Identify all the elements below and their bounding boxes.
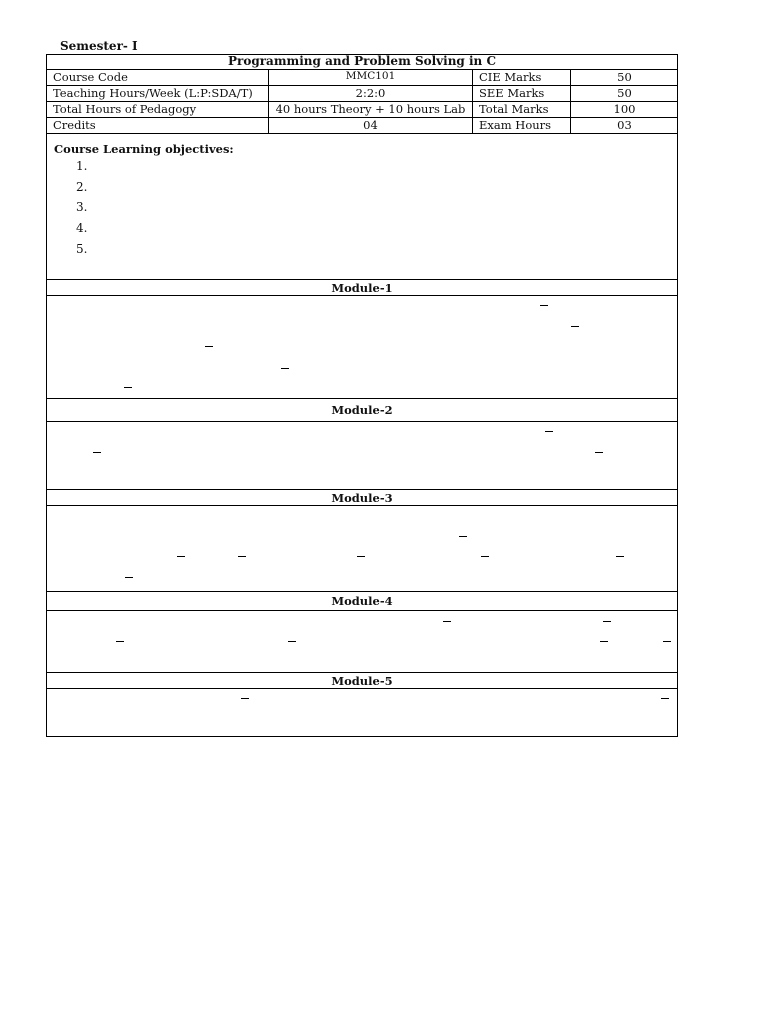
- module-5-heading: Module-5: [331, 674, 393, 688]
- objective-item: 3.: [76, 200, 88, 215]
- teaching-hours-value: 2:2:0: [355, 86, 386, 100]
- syllabus-table: [46, 54, 678, 737]
- dash-mark: [540, 305, 548, 306]
- exam-hours-value: 03: [617, 118, 632, 132]
- objective-item: 4.: [76, 221, 88, 236]
- row-divider: [46, 421, 678, 422]
- dash-mark: [603, 621, 611, 622]
- cie-marks-label: CIE Marks: [479, 70, 542, 84]
- module-1-heading: Module-1: [331, 281, 393, 295]
- see-marks-label: SEE Marks: [479, 86, 545, 100]
- row-divider: [46, 688, 678, 689]
- dash-mark: [595, 452, 603, 453]
- dash-mark: [116, 641, 124, 642]
- see-marks-value: 50: [617, 86, 632, 100]
- row-divider: [46, 505, 678, 506]
- dash-mark: [205, 346, 213, 347]
- module-2-heading: Module-2: [331, 403, 393, 417]
- row-divider: [46, 133, 678, 134]
- row-divider: [46, 398, 678, 399]
- dash-mark: [238, 556, 246, 557]
- pedagogy-hours-label: Total Hours of Pedagogy: [53, 102, 197, 116]
- cie-marks-value: 50: [617, 70, 632, 84]
- credits-label: Credits: [53, 118, 96, 132]
- row-divider: [46, 610, 678, 611]
- row-divider: [46, 279, 678, 280]
- dash-mark: [459, 536, 467, 537]
- dash-mark: [177, 556, 185, 557]
- total-marks-value: 100: [613, 102, 636, 116]
- dash-mark: [288, 641, 296, 642]
- dash-mark: [443, 621, 451, 622]
- objectives-title: Course Learning objectives:: [54, 142, 234, 156]
- total-marks-label: Total Marks: [479, 102, 549, 116]
- dash-mark: [281, 368, 289, 369]
- dash-mark: [616, 556, 624, 557]
- row-divider: [46, 672, 678, 673]
- dash-mark: [663, 641, 671, 642]
- dash-mark: [545, 431, 553, 432]
- dash-mark: [241, 698, 249, 699]
- dash-mark: [357, 556, 365, 557]
- row-divider: [46, 591, 678, 592]
- dash-mark: [481, 556, 489, 557]
- dash-mark: [125, 577, 133, 578]
- course-code-value: MMC101: [345, 70, 396, 82]
- teaching-hours-label: Teaching Hours/Week (L:P:SDA/T): [53, 86, 253, 100]
- column-divider: [472, 69, 473, 134]
- objective-item: 5.: [76, 241, 88, 256]
- row-divider: [46, 295, 678, 296]
- module-4-heading: Module-4: [331, 594, 393, 608]
- dash-mark: [93, 452, 101, 453]
- exam-hours-label: Exam Hours: [479, 118, 552, 132]
- objectives-list: [76, 156, 87, 259]
- course-code-label: Course Code: [53, 70, 128, 84]
- objective-item: 1.: [76, 159, 88, 173]
- dash-mark: [124, 387, 132, 388]
- dash-mark: [661, 698, 669, 699]
- dash-mark: [571, 326, 579, 327]
- course-title: Programming and Problem Solving in C: [227, 54, 497, 68]
- row-divider: [46, 489, 678, 490]
- credits-value: 04: [363, 118, 378, 132]
- semester-label: Semester- I: [60, 39, 138, 53]
- dash-mark: [600, 641, 608, 642]
- pedagogy-hours-value: 40 hours Theory + 10 hours Lab: [275, 102, 466, 116]
- module-3-heading: Module-3: [331, 491, 393, 505]
- objective-item: 2.: [76, 179, 88, 194]
